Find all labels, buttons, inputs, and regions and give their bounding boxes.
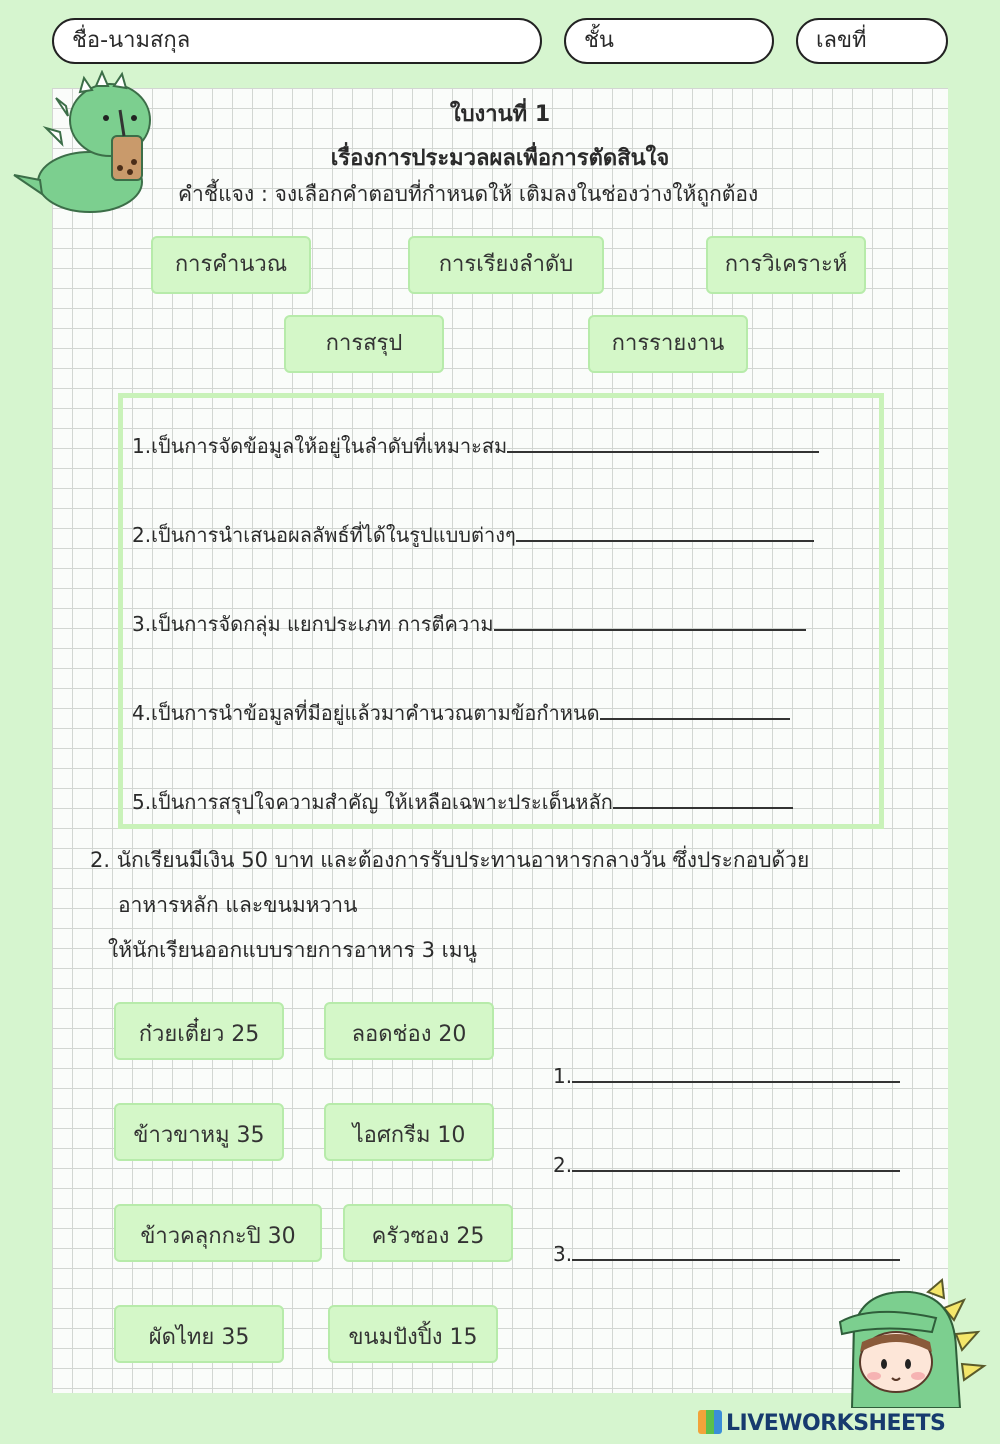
answer-blank[interactable] <box>600 704 790 720</box>
answer-blank[interactable] <box>613 793 793 809</box>
name-label: ชื่อ-นามสกุล <box>72 28 191 53</box>
part2-line2: อาหารหลัก และขนมหวาน <box>118 893 358 917</box>
menu-chip[interactable]: ครัวซอง 25 <box>343 1204 513 1262</box>
question-item <box>132 697 790 729</box>
menu-answer-line <box>553 1153 900 1177</box>
choice-chip[interactable]: การคำนวณ <box>151 236 311 294</box>
menu-chip[interactable]: ข้าวคลุกกะปิ 30 <box>114 1204 322 1262</box>
choice-chip[interactable]: การรายงาน <box>588 315 748 373</box>
question-item <box>132 786 793 818</box>
menu-chip[interactable]: ไอศกรีม 10 <box>324 1103 494 1161</box>
menu-chip[interactable]: ข้าวขาหมู 35 <box>114 1103 284 1161</box>
menu-answer-blank[interactable] <box>572 1156 900 1172</box>
menu-chip[interactable]: ผัดไทย 35 <box>114 1305 284 1363</box>
question-item <box>132 608 806 640</box>
worksheet-subtitle: เรื่องการประมวลผลเพื่อการตัดสินใจ <box>330 146 670 171</box>
answer-blank[interactable] <box>507 437 819 453</box>
kid-dinosaur-costume-icon <box>832 1278 992 1408</box>
class-label: ชั้น <box>584 28 614 53</box>
question-item <box>132 519 814 551</box>
question-text: 1.เป็นการจัดข้อมูลให้อยู่ในลำดับที่เหมาะสม <box>132 434 508 458</box>
menu-chip[interactable]: ลอดช่อง 20 <box>324 1002 494 1060</box>
liveworksheets-logo-icon <box>698 1410 722 1434</box>
menu-answer-line <box>553 1242 900 1266</box>
menu-answer-number: 2. <box>553 1153 573 1177</box>
menu-chip[interactable]: ก๋วยเตี๋ยว 25 <box>114 1002 284 1060</box>
choice-chip[interactable]: การสรุป <box>284 315 444 373</box>
class-field[interactable] <box>564 18 774 64</box>
choice-chip[interactable]: การเรียงลำดับ <box>408 236 604 294</box>
part2-line3: ให้นักเรียนออกแบบรายการอาหาร 3 เมนู <box>108 938 477 962</box>
number-field[interactable] <box>796 18 948 64</box>
instruction-text: คำชี้แจง : จงเลือกคำตอบที่กำหนดให้ เติมลงในช่องว่างให้ถูกต้อง <box>178 182 759 206</box>
name-field[interactable] <box>52 18 542 64</box>
question-text: 3.เป็นการจัดกลุ่ม แยกประเภท การตีความ <box>132 612 494 636</box>
answer-blank[interactable] <box>494 615 806 631</box>
menu-answer-blank[interactable] <box>572 1245 900 1261</box>
logo-text: LIVEWORKSHEETS <box>726 1411 946 1436</box>
menu-chip[interactable]: ขนมปังปิ้ง 15 <box>328 1305 498 1363</box>
question-item <box>132 430 819 462</box>
part2-line1: 2. นักเรียนมีเงิน 50 บาท และต้องการรับประทานอาหารกลางวัน ซึ่งประกอบด้วย <box>90 848 810 872</box>
menu-answer-number: 3. <box>553 1242 573 1266</box>
menu-answer-blank[interactable] <box>572 1067 900 1083</box>
question-text: 4.เป็นการนำข้อมูลที่มีอยู่แล้วมาคำนวณตามข้อกำหนด <box>132 701 600 725</box>
question-text: 2.เป็นการนำเสนอผลลัพธ์ที่ได้ในรูปแบบต่างๆ <box>132 523 516 547</box>
worksheet-title: ใบงานที่ 1 <box>449 102 551 127</box>
menu-answer-number: 1. <box>553 1064 573 1088</box>
number-label: เลขที่ <box>816 28 867 53</box>
answer-blank[interactable] <box>516 526 814 542</box>
menu-answer-line <box>553 1064 900 1088</box>
choice-chip[interactable]: การวิเคราะห์ <box>706 236 866 294</box>
question-text: 5.เป็นการสรุปใจความสำคัญ ให้เหลือเฉพาะประเด็นหลัก <box>132 790 613 814</box>
liveworksheets-logo <box>698 1410 945 1436</box>
